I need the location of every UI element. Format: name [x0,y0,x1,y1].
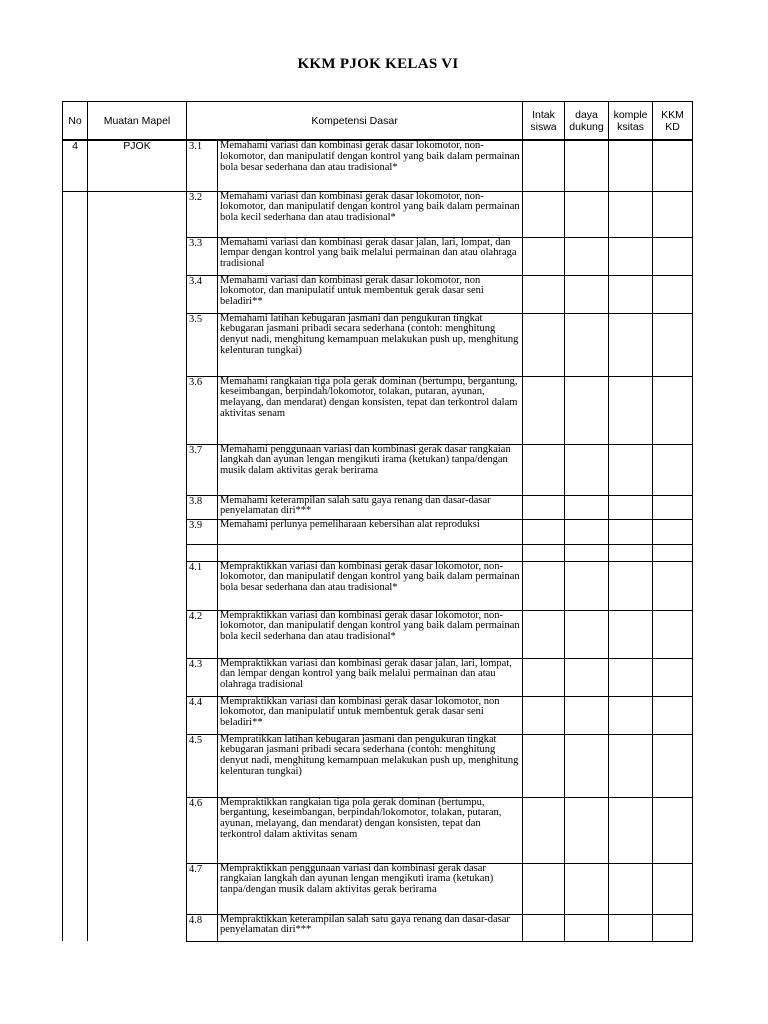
kd-code: 3.9 [187,519,218,544]
kompleksitas-cell [609,696,653,734]
row-mapel-empty [88,275,187,313]
kd-text [218,544,523,561]
row-number-empty [63,658,88,696]
daya-dukung-cell [565,376,609,444]
row-number-empty [63,797,88,863]
kd-code: 3.2 [187,191,218,237]
row-number-empty [63,495,88,519]
kd-code: 3.5 [187,313,218,376]
row-mapel-empty [88,797,187,863]
intake-cell [523,658,565,696]
intake-cell [523,495,565,519]
kompleksitas-cell [609,237,653,275]
table-row [63,313,693,376]
header-intake: Intak siswa [523,102,565,141]
kd-code [187,544,218,561]
kd-code: 4.5 [187,734,218,797]
row-number-empty [63,610,88,658]
kompleksitas-cell [609,376,653,444]
kd-text: Memahami variasi dan kombinasi gerak dasar lokomotor, non-lokomotor, dan manipulatif dengan kontrol yang baik dalam permainan bola kecil sederhana dan atau tradisional* [218,191,523,237]
daya-dukung-cell [565,191,609,237]
row-number-empty [63,191,88,237]
kkm-cell [653,658,693,696]
kkm-cell [653,863,693,914]
kd-code: 3.3 [187,237,218,275]
table-row [63,610,693,658]
row-mapel-empty [88,444,187,495]
header-kkm-kd: KKM KD [653,102,693,141]
kd-text: Memahami latihan kebugaran jasmani dan pengukuran tingkat kebugaran jasmani pribadi secara sederhana (contoh: menghitung denyut nadi, menghitung kemampuan melakukan push up, menghitung kelenturan tungkai) [218,313,523,376]
row-mapel-empty [88,561,187,610]
kd-code: 3.6 [187,376,218,444]
row-mapel-empty [88,376,187,444]
kd-text: Memahami penggunaan variasi dan kombinasi gerak dasar rangkaian langkah dan ayunan lengan mengikuti irama (ketukan) tanpa/dengan musik dalam aktivitas gerak berirama [218,444,523,495]
header-kompleksitas: komple ksitas [609,102,653,141]
table-row [63,797,693,863]
row-number-empty [63,734,88,797]
row-number-empty [63,561,88,610]
table-row [63,191,693,237]
row-mapel-empty [88,863,187,914]
kd-text: Mempraktikkan variasi dan kombinasi gerak dasar jalan, lari, lompat, dan lempar dengan kontrol yang baik melalui permainan dan atau olahraga tradisional [218,658,523,696]
table-row [63,275,693,313]
intake-cell [523,237,565,275]
row-mapel-empty [88,191,187,237]
daya-dukung-cell [565,561,609,610]
row-number-empty [63,376,88,444]
daya-dukung-cell [565,313,609,376]
table-row [63,863,693,914]
kkm-cell [653,797,693,863]
row-mapel: PJOK [88,140,187,191]
intake-cell [523,376,565,444]
row-number-empty [63,696,88,734]
table-row [63,544,693,561]
kompleksitas-cell [609,495,653,519]
intake-cell [523,275,565,313]
kd-code: 3.1 [187,140,218,191]
intake-cell [523,519,565,544]
kkm-cell [653,376,693,444]
header-row [63,102,693,141]
kkm-table [62,101,693,942]
row-mapel-empty [88,696,187,734]
kkm-cell [653,140,693,191]
kd-code: 4.6 [187,797,218,863]
table-row [63,519,693,544]
kkm-cell [653,914,693,941]
kd-text: Mempraktikkan rangkaian tiga pola gerak dominan (bertumpu, bergantung, keseimbangan, berpindah/lokomotor, tolakan, putaran, ayunan, melayang, dan mendarat) dengan konsisten, tepat dan terkontrol dalam aktivitas senam [218,797,523,863]
row-mapel-empty [88,495,187,519]
row-number-empty [63,544,88,561]
kompleksitas-cell [609,561,653,610]
daya-dukung-cell [565,658,609,696]
kd-code: 4.3 [187,658,218,696]
row-mapel-empty [88,237,187,275]
row-number-empty [63,863,88,914]
kd-text: Mempraktikkan variasi dan kombinasi gerak dasar lokomotor, non-lokomotor, dan manipulatif dengan kontrol yang baik dalam permainan bola kecil sederhana dan atau tradisional* [218,610,523,658]
intake-cell [523,797,565,863]
daya-dukung-cell [565,914,609,941]
kd-code: 3.7 [187,444,218,495]
kompleksitas-cell [609,313,653,376]
kkm-cell [653,275,693,313]
kd-text: Mempraktikkan penggunaan variasi dan kombinasi gerak dasar rangkaian langkah dan ayunan lengan mengikuti irama (ketukan) tanpa/dengan musik dalam aktivitas gerak berirama [218,863,523,914]
table-row [63,140,693,191]
kkm-cell [653,696,693,734]
daya-dukung-cell [565,140,609,191]
table-row [63,376,693,444]
daya-dukung-cell [565,797,609,863]
kd-text: Memahami variasi dan kombinasi gerak dasar jalan, lari, lompat, dan lempar dengan kontrol yang baik melalui permainan dan atau olahraga tradisional [218,237,523,275]
intake-cell [523,734,565,797]
kd-text: Memahami rangkaian tiga pola gerak dominan (bertumpu, bergantung, keseimbangan, berpindah/lokomotor, tolakan, putaran, ayunan, melayang, dan mendarat) dengan konsisten, tepat dan terkontrol dalam aktivitas senam [218,376,523,444]
intake-cell [523,313,565,376]
intake-cell [523,191,565,237]
row-number: 4 [63,140,88,191]
kompleksitas-cell [609,734,653,797]
daya-dukung-cell [565,495,609,519]
kd-text: Memahami perlunya pemeliharaan kebersihan alat reproduksi [218,519,523,544]
daya-dukung-cell [565,444,609,495]
table-row [63,237,693,275]
daya-dukung-cell [565,275,609,313]
kd-text: Memahami keterampilan salah satu gaya renang dan dasar-dasar penyelamatan diri*** [218,495,523,519]
row-number-empty [63,275,88,313]
row-mapel-empty [88,658,187,696]
kompleksitas-cell [609,275,653,313]
intake-cell [523,610,565,658]
row-number-empty [63,519,88,544]
table-row [63,658,693,696]
row-number-empty [63,237,88,275]
kd-code: 4.7 [187,863,218,914]
daya-dukung-cell [565,544,609,561]
kompleksitas-cell [609,863,653,914]
kd-text: Memahami variasi dan kombinasi gerak dasar lokomotor, non-lokomotor, dan manipulatif dengan kontrol yang baik dalam permainan bola besar sederhana dan atau tradisional* [218,140,523,191]
table-row [63,696,693,734]
kkm-cell [653,237,693,275]
header-mapel: Muatan Mapel [88,102,187,141]
kompleksitas-cell [609,610,653,658]
table-row [63,561,693,610]
header-kompetensi-dasar: Kompetensi Dasar [187,102,523,141]
kd-text: Memahami variasi dan kombinasi gerak dasar lokomotor, non lokomotor, dan manipulatif untuk membentuk gerak dasar seni beladiri** [218,275,523,313]
kd-code: 3.4 [187,275,218,313]
kompleksitas-cell [609,519,653,544]
table-body [63,140,693,941]
kompleksitas-cell [609,914,653,941]
header-no: No [63,102,88,141]
daya-dukung-cell [565,610,609,658]
kd-text: Mempraktikkan keterampilan salah satu gaya renang dan dasar-dasar penyelamatan diri*** [218,914,523,941]
intake-cell [523,863,565,914]
kkm-cell [653,444,693,495]
kkm-cell [653,191,693,237]
intake-cell [523,696,565,734]
kd-text: Mempratikkan latihan kebugaran jasmani dan pengukuran tingkat kebugaran jasmani pribadi secara sederhana (contoh: menghitung denyut nadi, menghitung kemampuan melakukan push up, menghitung kelenturan tungkai) [218,734,523,797]
daya-dukung-cell [565,696,609,734]
row-mapel-empty [88,734,187,797]
row-mapel-empty [88,544,187,561]
kkm-cell [653,610,693,658]
table-row [63,495,693,519]
kd-code: 4.1 [187,561,218,610]
table-row [63,914,693,941]
row-mapel-empty [88,610,187,658]
daya-dukung-cell [565,519,609,544]
intake-cell [523,140,565,191]
table-row [63,444,693,495]
kd-text: Mempraktikkan variasi dan kombinasi gerak dasar lokomotor, non lokomotor, dan manipulatif untuk membentuk gerak dasar seni beladiri** [218,696,523,734]
row-mapel-empty [88,313,187,376]
daya-dukung-cell [565,734,609,797]
intake-cell [523,561,565,610]
row-number-empty [63,914,88,941]
kkm-cell [653,519,693,544]
row-mapel-empty [88,914,187,941]
intake-cell [523,914,565,941]
kkm-cell [653,734,693,797]
intake-cell [523,444,565,495]
kd-text: Mempraktikkan variasi dan kombinasi gerak dasar lokomotor, non-lokomotor, dan manipulatif dengan kontrol yang baik dalam permainan bola besar sederhana dan atau tradisional* [218,561,523,610]
kkm-cell [653,561,693,610]
kompleksitas-cell [609,658,653,696]
kd-code: 4.4 [187,696,218,734]
kd-code: 4.8 [187,914,218,941]
kd-code: 3.8 [187,495,218,519]
header-daya-dukung: daya dukung [565,102,609,141]
kd-code: 4.2 [187,610,218,658]
daya-dukung-cell [565,863,609,914]
intake-cell [523,544,565,561]
kompleksitas-cell [609,140,653,191]
table-row [63,734,693,797]
kkm-cell [653,544,693,561]
daya-dukung-cell [565,237,609,275]
kkm-cell [653,495,693,519]
kompleksitas-cell [609,191,653,237]
page-title: KKM PJOK KELAS VI [297,56,459,72]
kompleksitas-cell [609,444,653,495]
kompleksitas-cell [609,544,653,561]
row-mapel-empty [88,519,187,544]
row-number-empty [63,444,88,495]
kompleksitas-cell [609,797,653,863]
kkm-cell [653,313,693,376]
row-number-empty [63,313,88,376]
